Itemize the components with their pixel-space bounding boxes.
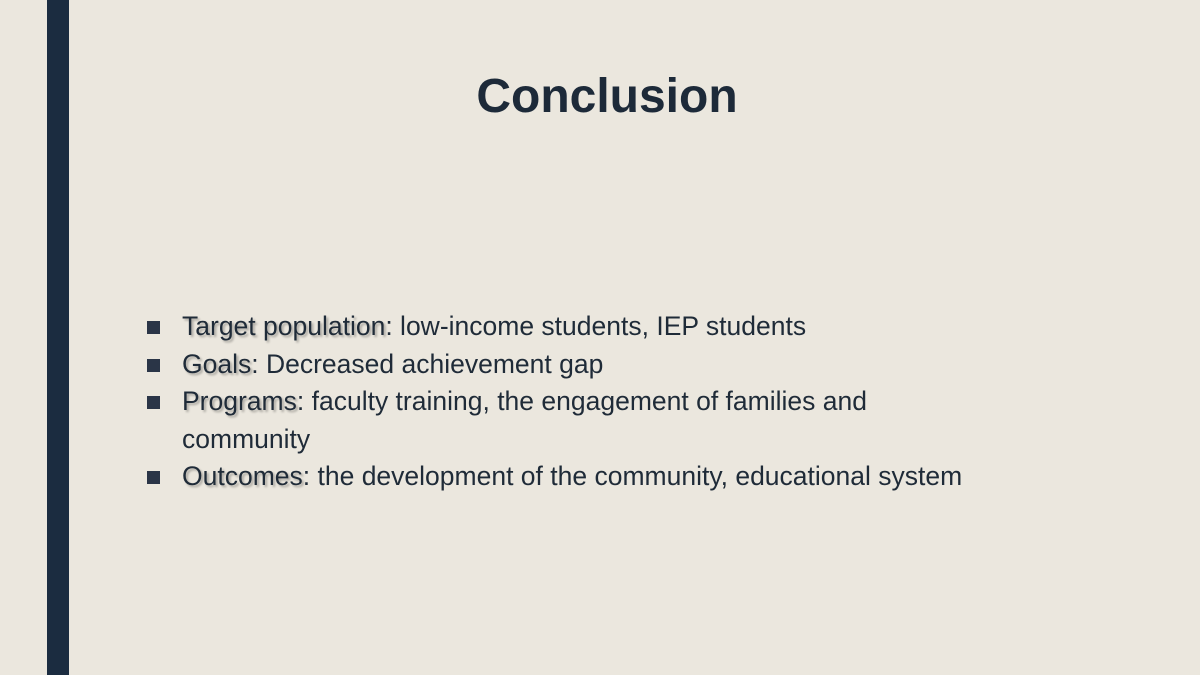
bullet-text-continuation: community: [182, 423, 311, 454]
bullet-term: Target population: [182, 311, 386, 341]
square-bullet-icon: [147, 471, 160, 484]
square-bullet-icon: [147, 396, 160, 409]
bullet-term: Programs: [182, 386, 297, 416]
bullet-term: Goals: [182, 348, 252, 379]
bullet-text: : faculty training, the engagement of families and: [296, 386, 867, 416]
bullet-list: [146, 308, 1096, 496]
bullet-item-outcomes: [146, 458, 1096, 496]
bullet-text: : low-income students, IEP students: [385, 311, 807, 341]
bullet-item-programs: [146, 383, 1096, 458]
bullet-term: Outcomes: [182, 461, 303, 491]
bullet-text: : Decreased achievement gap: [251, 348, 604, 379]
bullet-item-goals: [146, 346, 1096, 384]
bullet-item-target-population: [146, 308, 1096, 346]
square-bullet-icon: [147, 321, 160, 334]
square-bullet-icon: [147, 359, 160, 372]
bullet-text: : the development of the community, educational system: [302, 461, 963, 491]
slide-title: Conclusion: [476, 70, 738, 123]
